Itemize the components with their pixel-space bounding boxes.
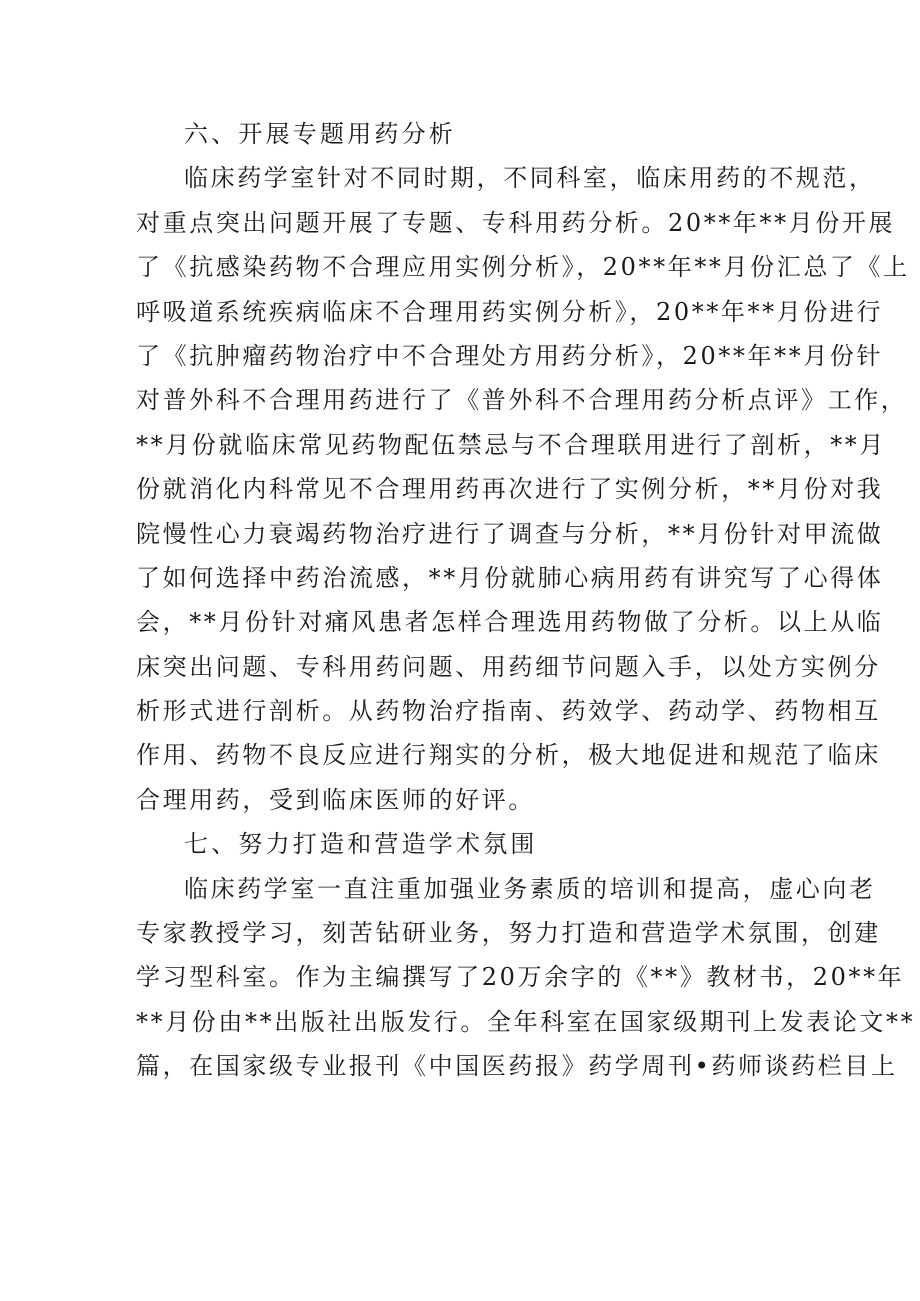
paragraph-line: 份就消化内科常见不合理用药再次进行了实例分析，**月份对我 xyxy=(136,475,884,504)
paragraph-line: 析形式进行剖析。从药物治疗指南、药效学、药动学、药物相互 xyxy=(136,697,881,726)
paragraph-line: 作用、药物不良反应进行翔实的分析，极大地促进和规范了临床 xyxy=(136,741,881,770)
paragraph-line: 院慢性心力衰竭药物治疗进行了调查与分析，**月份针对甲流做 xyxy=(136,519,884,548)
paragraph-line: 对重点突出问题开展了专题、专科用药分析。20**年**月份开展 xyxy=(136,208,896,237)
paragraph-line: 临床药学室一直注重加强业务素质的培训和提高，虚心向老 xyxy=(184,874,876,903)
paragraph-line: **月份由**出版社出版发行。全年科室在国家级期刊上发表论文** xyxy=(136,1007,916,1036)
paragraph-line: 篇，在国家级专业报刊《中国医药报》药学周刊•药师谈药栏目上 xyxy=(136,1052,898,1081)
paragraph-line: 呼吸道系统疾病临床不合理用药实例分析》，20**年**月份进行 xyxy=(136,297,884,326)
section-heading-6: 六、开展专题用药分析 xyxy=(184,120,456,148)
section-heading-7: 七、努力打造和营造学术氛围 xyxy=(184,830,538,859)
paragraph-line: 了《抗感染药物不合理应用实例分析》，20**年**月份汇总了《上 xyxy=(136,253,910,282)
paragraph-line: 合理用药，受到临床医师的好评。 xyxy=(136,785,535,814)
paragraph-line: 会，**月份针对痛风患者怎样合理选用药物做了分析。以上从临 xyxy=(136,608,884,637)
paragraph-line: 临床药学室针对不同时期，不同科室，临床用药的不规范， xyxy=(184,164,876,193)
paragraph-line: 床突出问题、专科用药问题、用药细节问题入手，以处方实例分 xyxy=(136,652,881,681)
paragraph-line: 了如何选择中药治流感，**月份就肺心病用药有讲究写了心得体 xyxy=(136,563,884,592)
paragraph-line: 对普外科不合理用药进行了《普外科不合理用药分析点评》工作， xyxy=(136,386,908,415)
paragraph-line: 专家教授学习，刻苦钻研业务，努力打造和营造学术氛围，创建 xyxy=(136,919,881,948)
paragraph-line: **月份就临床常见药物配伍禁忌与不合理联用进行了剖析，**月 xyxy=(136,430,886,459)
paragraph-line: 学习型科室。作为主编撰写了20万余字的《**》教材书，20**年 xyxy=(136,963,905,992)
paragraph-line: 了《抗肿瘤药物治疗中不合理处方用药分析》，20**年**月份针 xyxy=(136,341,884,370)
document-body xyxy=(136,112,916,1089)
